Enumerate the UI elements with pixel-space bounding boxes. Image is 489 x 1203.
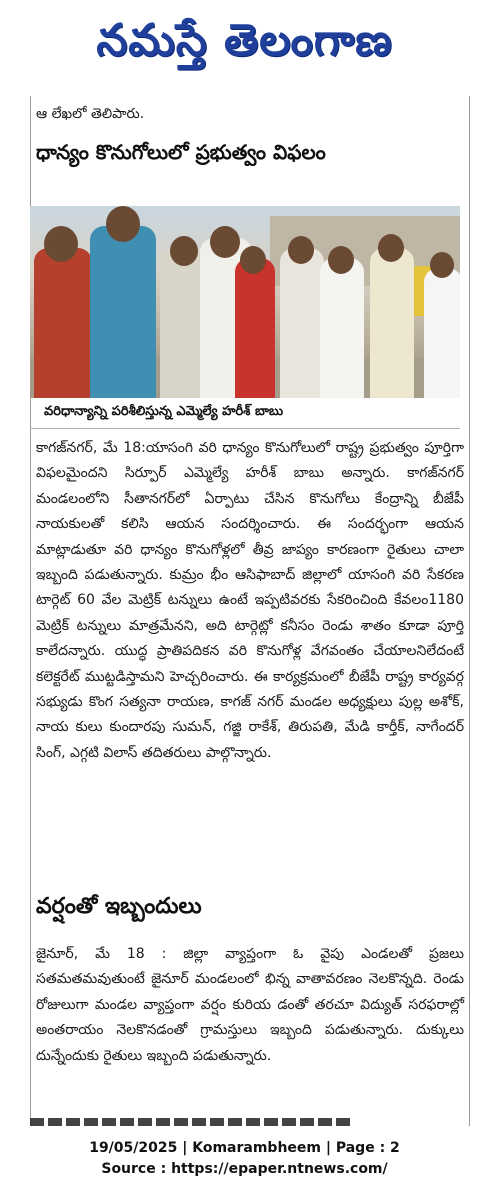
previous-article-tail: ఆ లేఖలో తెలిపారు. xyxy=(36,106,145,122)
newspaper-title: నమస్తే తెలంగాణ xyxy=(96,15,393,66)
date-page-line: 19/05/2025 | Komarambheem | Page : 2 xyxy=(89,1140,400,1156)
cropped-next-headline xyxy=(30,1118,350,1126)
article-headline-2: వర్షంతో ఇబ్బందులు xyxy=(36,894,202,919)
masthead xyxy=(0,0,489,92)
caption-divider xyxy=(30,428,460,429)
source-footer xyxy=(0,1138,489,1180)
newspaper-clipping xyxy=(30,96,470,1126)
photo-caption: వరిధాన్యాన్ని పరిశీలిస్తున్న ఎమ్మెల్యే హరీశ్ బాబు xyxy=(44,404,284,419)
article-headline: ధాన్యం కొనుగోలులో ప్రభుత్వం విఫలం xyxy=(36,140,326,164)
source-url-line: Source : https://epaper.ntnews.com/ xyxy=(101,1161,388,1177)
news-photo xyxy=(30,206,460,398)
article-body: కాగజ్‌నగర్, మే 18:యాసంగి వరి ధాన్యం కొనుగోలులో రాష్ట్ర ప్రభుత్వం పూర్తిగా విఫలమైందని సిర్పూర్ ఎమ్మెల్యే హరీశ్ బాబు అన్నారు. కాగజ్‌నగర్ మండలంలోని సీతానగర్‌లో ఏర్పాటు చేసిన కొనుగోలు కేంద్రాన్ని బీజేపీ నాయకులతో కలిసి ఆయన సందర్శించారు. ఈ సందర్భంగా ఆయన మాట్లాడుతూ వరి ధాన్యం కొనుగోళ్లలో తీవ్ర జాప్యం కారణంగా రైతులు చాలా ఇబ్బంది పడుతున్నారు. కుమ్రం భీం ఆసిఫాబాద్ జిల్లాలో యాసంగి వరి సేకరణ టార్గెట్ 60 వేల మెట్రిక్ టన్నులు ఉంటే ఇప్పటివరకు సేకరించింది కేవలం1180 మెట్రిక్ టన్నులు మాత్రమేనని, అది టార్గెట్లో కనీసం రెండు శాతం కూడా పూర్తి కాలేదన్నారు. యుద్ధ ప్రాతిపదికన వరి కొనుగోళ్ల వేగవంతం చేయాలనిలేదంటే కలెక్టరేట్ ముట్టడిస్తామని హెచ్చరించారు. ఈ కార్యక్రమంలో బీజేపీ రాష్ట్ర కార్యవర్గ సభ్యుడు కొంగ సత్యనా రాయణ, కాగజ్ నగర్ మండల అధ్యక్షులు పుల్ల అశోక్, నాయ కులు కుందారపు సుమన్, గజ్జి రాకేశ్, తిరుపతి, మేడి కార్తీక్, నాగేందర్ సింగ్, ఎగ్గటి విలాస్ తదితరులు పాల్గొన్నారు. xyxy=(36,440,464,761)
article-body-2: జైనూర్, మే 18 : జిల్లా వ్యాప్తంగా ఓ వైపు ఎండలతో ప్రజలు సతమతమవుతుంటే జైనూర్ మండలంలో భిన్న వాతావరణం నెలకొన్నది. రెండు రోజులుగా మండల వ్యాప్తంగా వర్షం కురియ డంతో తరచూ విద్యుత్ సరఫరాల్లో అంతరాయం నెలకొనడంతో గ్రామస్తులు ఇబ్బంది పడుతున్నారు. దుక్కులు దున్నేందుకు రైతులు ఇబ్బంది పడుతున్నారు. xyxy=(36,946,464,1064)
